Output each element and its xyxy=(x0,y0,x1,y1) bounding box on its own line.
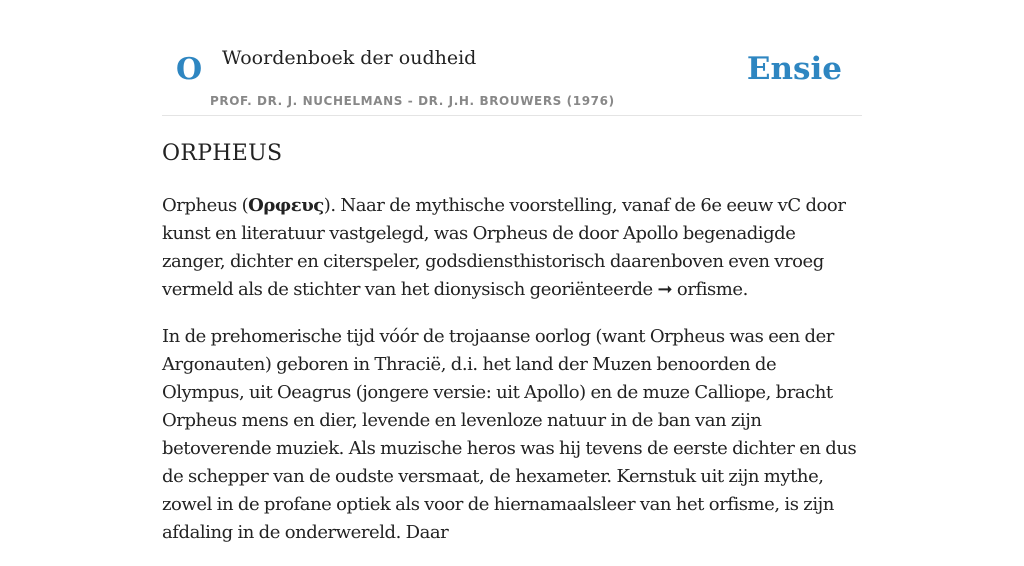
site-logo[interactable]: Ensie xyxy=(746,51,842,87)
header-divider xyxy=(162,115,862,116)
entry-title: ORPHEUS xyxy=(162,141,283,166)
paragraph-1-rest: ). Naar de mythische voorstelling, vanaf de 6e eeuw vC door kunst en literatuur vastgelegd, was Orpheus de door Apollo begenadigde zanger, dichter en citerspeler, godsdiensthistorisch daarenboven even vroeg vermeld als de stichter van het dionysisch georiënteerde ➞ orfisme. xyxy=(162,195,846,300)
book-title[interactable]: Woordenboek der oudheid xyxy=(222,47,477,69)
entry-paragraph-1 xyxy=(162,192,862,304)
book-authors: PROF. DR. J. NUCHELMANS - DR. J.H. BROUWERS (1976) xyxy=(210,94,615,108)
paragraph-1-start: Orpheus ( xyxy=(162,195,249,216)
entry-content xyxy=(162,192,862,566)
section-letter[interactable]: O xyxy=(176,52,203,87)
greek-name: Ορφευς xyxy=(248,195,324,216)
entry-paragraph-2: In de prehomerische tijd vóór de trojaanse oorlog (want Orpheus was een der Argonauten) geboren in Thracië, d.i. het land der Muzen benoorden de Olympus, uit Oeagrus (jongere versie: uit Apollo) en de muze Calliope, bracht Orpheus mens en dier, levende en levenloze natuur in de ban van zijn betoverende muziek. Als muzische heros was hij tevens de eerste dichter en dus de schepper van de oudste versmaat, de hexameter. Kernstuk uit zijn mythe, zowel in de profane optiek als voor de hiernamaalsleer van het orfisme, is zijn afdaling in de onderwereld. Daar xyxy=(162,326,857,543)
dictionary-entry-page xyxy=(162,0,862,543)
